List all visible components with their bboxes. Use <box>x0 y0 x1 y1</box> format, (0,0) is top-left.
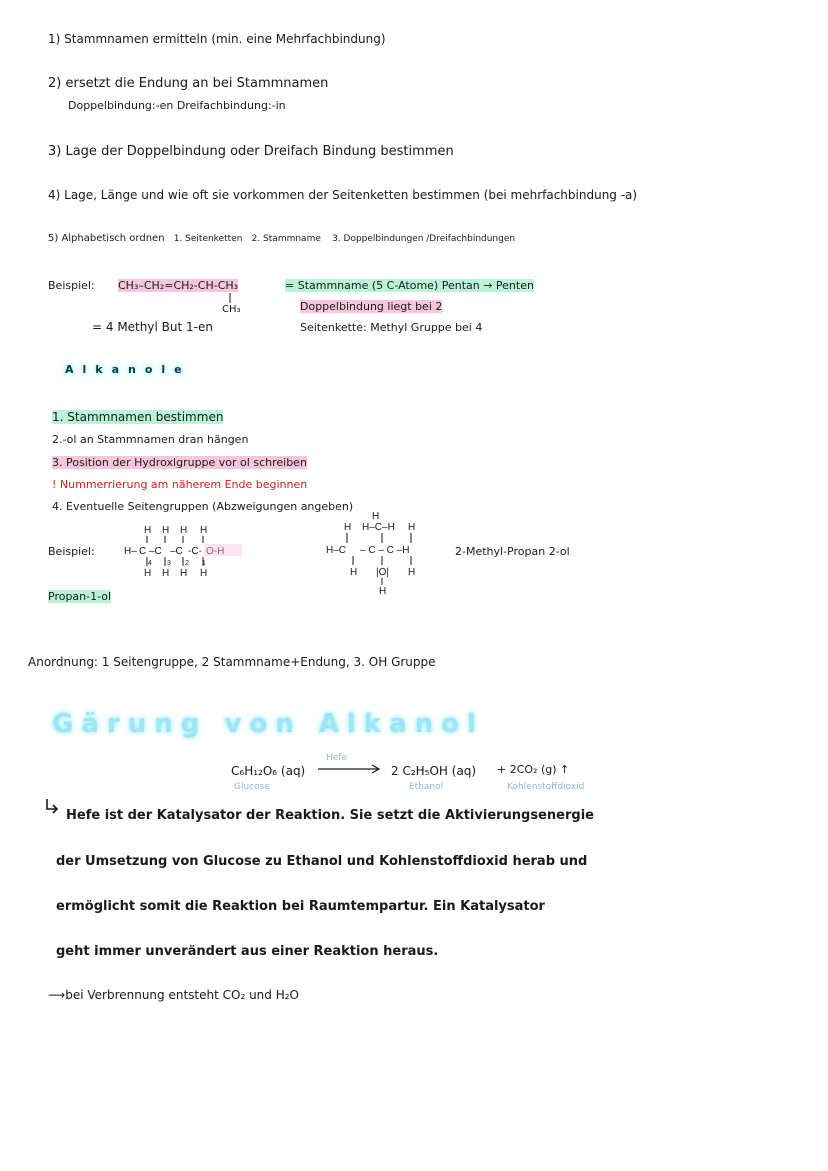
example2-name-1: Propan-1-ol <box>48 590 112 603</box>
svg-text:H: H <box>408 522 416 533</box>
equation-left: C₆H₁₂O₆ (aq) <box>231 764 306 778</box>
step-2-detail: Doppelbindung:-en Dreifachbindung:-in <box>68 99 286 112</box>
svg-text:O-H: O-H <box>206 546 225 557</box>
alkanole-heading: Alkanole <box>65 363 191 376</box>
example1-branch-bond <box>229 293 231 303</box>
svg-text:4: 4 <box>148 560 152 567</box>
svg-text:H: H <box>372 511 380 522</box>
step-5-item-3: 3. Doppelbindungen /Dreifachbindungen <box>332 234 516 244</box>
gaerung-heading: Gärung von Alkanol <box>52 709 484 739</box>
svg-text:H: H <box>144 568 152 579</box>
paragraph-line-4: geht immer unverändert aus einer Reaktion heraus. <box>56 944 439 959</box>
example1-name: = 4 Methyl But 1-en <box>92 320 213 334</box>
step-5-title: 5) Alphabetisch ordnen <box>48 233 165 244</box>
example1-expl-1: = Stammname (5 C-Atome) Pentan → Penten <box>285 279 534 292</box>
svg-text:H: H <box>350 567 358 578</box>
svg-text:H–C–H: H–C–H <box>362 522 395 533</box>
alkanole-step-3: 3. Position der Hydroxlgruppe vor ol schreiben <box>52 456 307 469</box>
svg-text:–C: –C <box>170 546 183 557</box>
alkanole-step-1: 1. Stammnamen bestimmen <box>52 410 224 424</box>
svg-text:H: H <box>379 586 387 597</box>
step-5-item-1: 1. Seitenketten <box>173 234 243 244</box>
svg-text:H: H <box>144 525 152 536</box>
svg-text:H: H <box>344 522 352 533</box>
propanol-structure <box>120 523 260 593</box>
svg-text:2: 2 <box>185 560 189 567</box>
methylpropanol-structure <box>322 510 432 600</box>
svg-text:C: C <box>139 546 147 557</box>
equation-right-1: 2 C₂H₅OH (aq) <box>391 764 477 778</box>
step-5 <box>48 234 515 244</box>
step-2: 2) ersetzt die Endung an bei Stammnamen <box>48 76 329 91</box>
alkanole-step-2: 2.-ol an Stammnamen dran hängen <box>52 433 249 446</box>
svg-text:H: H <box>408 567 416 578</box>
paragraph-line-2: der Umsetzung von Glucose zu Ethanol und Kohlenstoffdioxid herab und <box>56 854 588 869</box>
svg-text:1: 1 <box>202 560 206 567</box>
equation-arrow <box>318 764 382 774</box>
paragraph-line-1: Hefe ist der Katalysator der Reaktion. Sie setzt die Aktivierungsenergie <box>66 808 594 823</box>
svg-text:H–: H– <box>124 546 137 557</box>
svg-text:H: H <box>162 525 170 536</box>
final-note: ⟶bei Verbrennung entsteht CO₂ und H₂O <box>48 988 299 1002</box>
step-3: 3) Lage der Doppelbindung oder Dreifach Bindung bestimmen <box>48 144 454 159</box>
step-5-item-2: 2. Stammname <box>251 234 321 244</box>
svg-text:H: H <box>200 525 208 536</box>
example1-expl-2: Doppelbindung liegt bei 2 <box>300 300 443 313</box>
equation-right-2: + 2CO₂ (g) ↑ <box>497 763 570 776</box>
svg-text:H: H <box>180 525 188 536</box>
example1-branch: CH₃ <box>222 304 241 315</box>
equation-under-right-2: Kohlenstoffdioxid <box>507 782 585 792</box>
svg-text:H: H <box>180 568 188 579</box>
example1-formula-main: CH₃–CH₂=CH₂-CH-CH₃ <box>118 279 239 292</box>
svg-text:-C-: -C- <box>188 546 202 557</box>
hook-arrow-icon <box>44 798 60 814</box>
equation-under-left: Glucose <box>234 782 270 792</box>
svg-text:3: 3 <box>167 560 171 567</box>
equation-under-right-1: Ethanol <box>409 782 444 792</box>
paragraph-line-3: ermöglicht somit die Reaktion bei Raumtempartur. Ein Katalysator <box>56 899 545 914</box>
example1-formula <box>118 280 238 291</box>
alkanole-step-4: 4. Eventuelle Seitengruppen (Abzweigungen angeben) <box>52 500 354 513</box>
svg-text:H–C: H–C <box>326 545 347 556</box>
svg-text:H: H <box>200 568 208 579</box>
equation-arrow-label: Hefe <box>326 753 348 763</box>
svg-text:H: H <box>162 568 170 579</box>
example1-label: Beispiel: <box>48 279 95 292</box>
example1-expl-3: Seitenkette: Methyl Gruppe bei 4 <box>300 321 483 334</box>
alkanole-note: ! Nummerrierung am näherem Ende beginnen <box>52 478 308 491</box>
svg-text:|O|: |O| <box>376 567 389 578</box>
step-4: 4) Lage, Länge und wie oft sie vorkommen der Seitenketten bestimmen (bei mehrfachbindung -a) <box>48 188 638 202</box>
svg-text:– C – C –H: – C – C –H <box>360 545 410 556</box>
anordnung: Anordnung: 1 Seitengruppe, 2 Stammname+Endung, 3. OH Gruppe <box>28 655 436 669</box>
example2-name-2: 2-Methyl-Propan 2-ol <box>455 545 570 558</box>
example2-label: Beispiel: <box>48 545 95 558</box>
step-1: 1) Stammnamen ermitteln (min. eine Mehrfachbindung) <box>48 32 386 46</box>
svg-text:–C: –C <box>149 546 162 557</box>
